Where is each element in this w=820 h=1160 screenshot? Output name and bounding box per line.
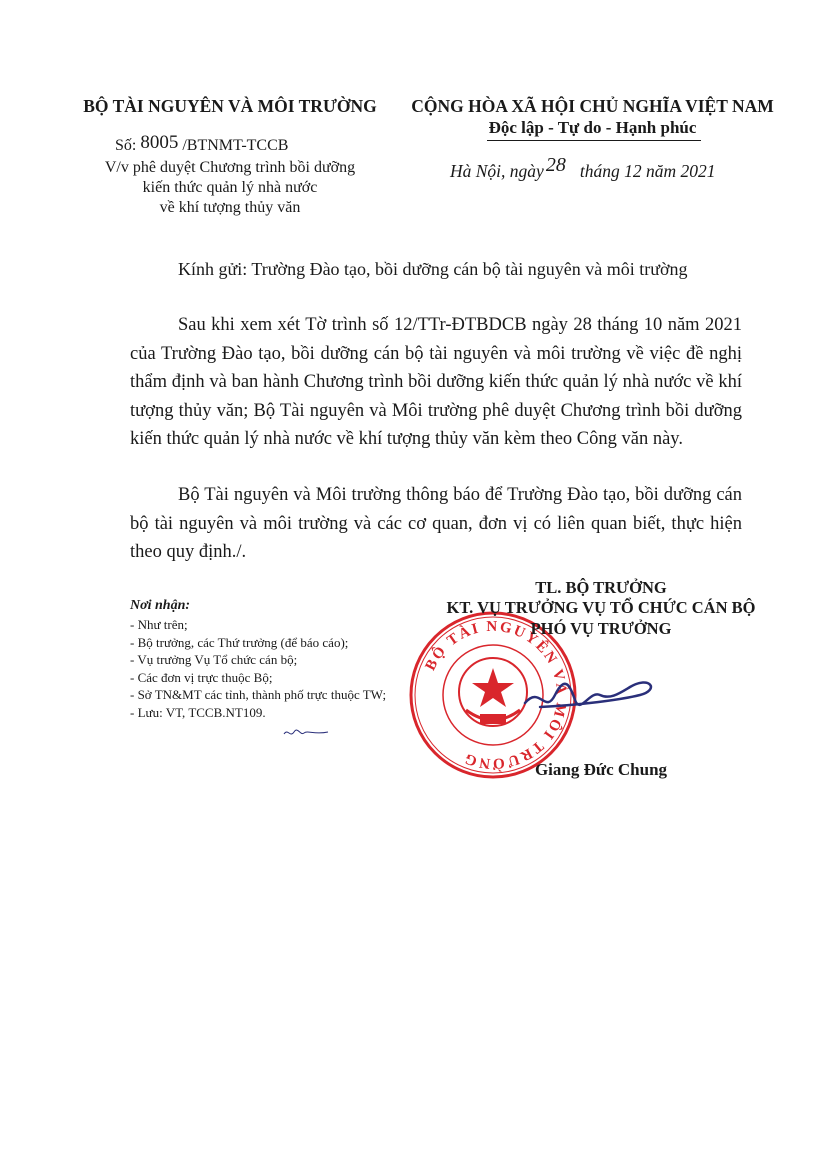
document-date: [450, 154, 716, 183]
document-number-suffix: /BTNMT-TCCB: [182, 137, 289, 154]
document-number: [115, 134, 288, 156]
list-item: - Vụ trưởng Vụ Tổ chức cán bộ;: [130, 652, 298, 667]
signature-title-1: TL. BỘ TRƯỞNG: [535, 578, 667, 597]
document-number-value: 8005: [140, 132, 179, 153]
list-item: - Như trên;: [130, 617, 188, 632]
body-paragraph-2: [130, 481, 742, 567]
national-title: CỘNG HÒA XÃ HỘI CHỦ NGHĨA VIỆT NAM: [411, 96, 774, 116]
initial-mark: [282, 726, 332, 740]
national-motto: Độc lập - Tự do - Hạnh phúc: [488, 118, 697, 137]
recipient-line: Kính gửi: Trường Đào tạo, bồi dưỡng cán bộ tài nguyên và môi trường: [178, 259, 688, 279]
date-suffix: tháng 12 năm 2021: [579, 161, 716, 181]
list-item: - Bộ trưởng, các Thứ trưởng (để báo cáo);: [130, 634, 349, 650]
motto-underline: [487, 140, 701, 141]
subject-line: về khí tượng thủy văn: [159, 199, 301, 216]
organization-name: BỘ TÀI NGUYÊN VÀ MÔI TRƯỜNG: [83, 96, 377, 116]
signer-name: Giang Đức Chung: [534, 760, 668, 779]
paragraph-text: Bộ Tài nguyên và Môi trường thông báo để Trường Đào tạo, bồi dưỡng cán bộ tài nguyên và môi trường và các cơ quan, đơn vị có liên quan biết, thực hiện theo quy định./.: [130, 485, 742, 562]
list-item: - Các đơn vị trực thuộc Bộ;: [130, 669, 273, 685]
date-day: 28: [545, 154, 566, 176]
subject-line: V/v phê duyệt Chương trình bồi dưỡng: [104, 159, 356, 176]
body-paragraph-1: [130, 311, 742, 454]
subject-line: kiến thức quản lý nhà nước: [142, 179, 318, 196]
list-item: - Lưu: VT, TCCB.NT109.: [130, 704, 266, 720]
handwritten-signature: [520, 665, 670, 725]
document-subject: [80, 158, 380, 218]
seal-text: BỘ TÀI NGUYÊN VÀ MÔI TRƯỜNG: [422, 618, 570, 772]
recipients-list: [130, 616, 386, 721]
signature-title-3: PHÓ VỤ TRƯỞNG: [530, 619, 672, 638]
document-number-prefix: Số:: [115, 137, 137, 154]
paragraph-text: Sau khi xem xét Tờ trình số 12/TTr-ĐTBDCB ngày 28 tháng 10 năm 2021 của Trường Đào tạo, bồi dưỡng cán bộ tài nguyên và môi trường về việc đề nghị thẩm định và ban hành Chương trình bồi dưỡng kiến thức quản lý nhà nước về khí tượng thủy văn; Bộ Tài nguyên và Môi trường phê duyệt Chương trình bồi dưỡng kiến thức quản lý nhà nước về khí tượng thủy văn kèm theo Công văn này.: [130, 315, 742, 449]
list-item: - Sở TN&MT các tỉnh, thành phố trực thuộc TW;: [130, 687, 387, 702]
date-prefix: Hà Nội, ngày: [450, 161, 544, 181]
recipients-title: Nơi nhận:: [130, 598, 191, 613]
signature-title-2: KT. VỤ TRƯỞNG VỤ TỔ CHỨC CÁN BỘ: [446, 598, 756, 617]
